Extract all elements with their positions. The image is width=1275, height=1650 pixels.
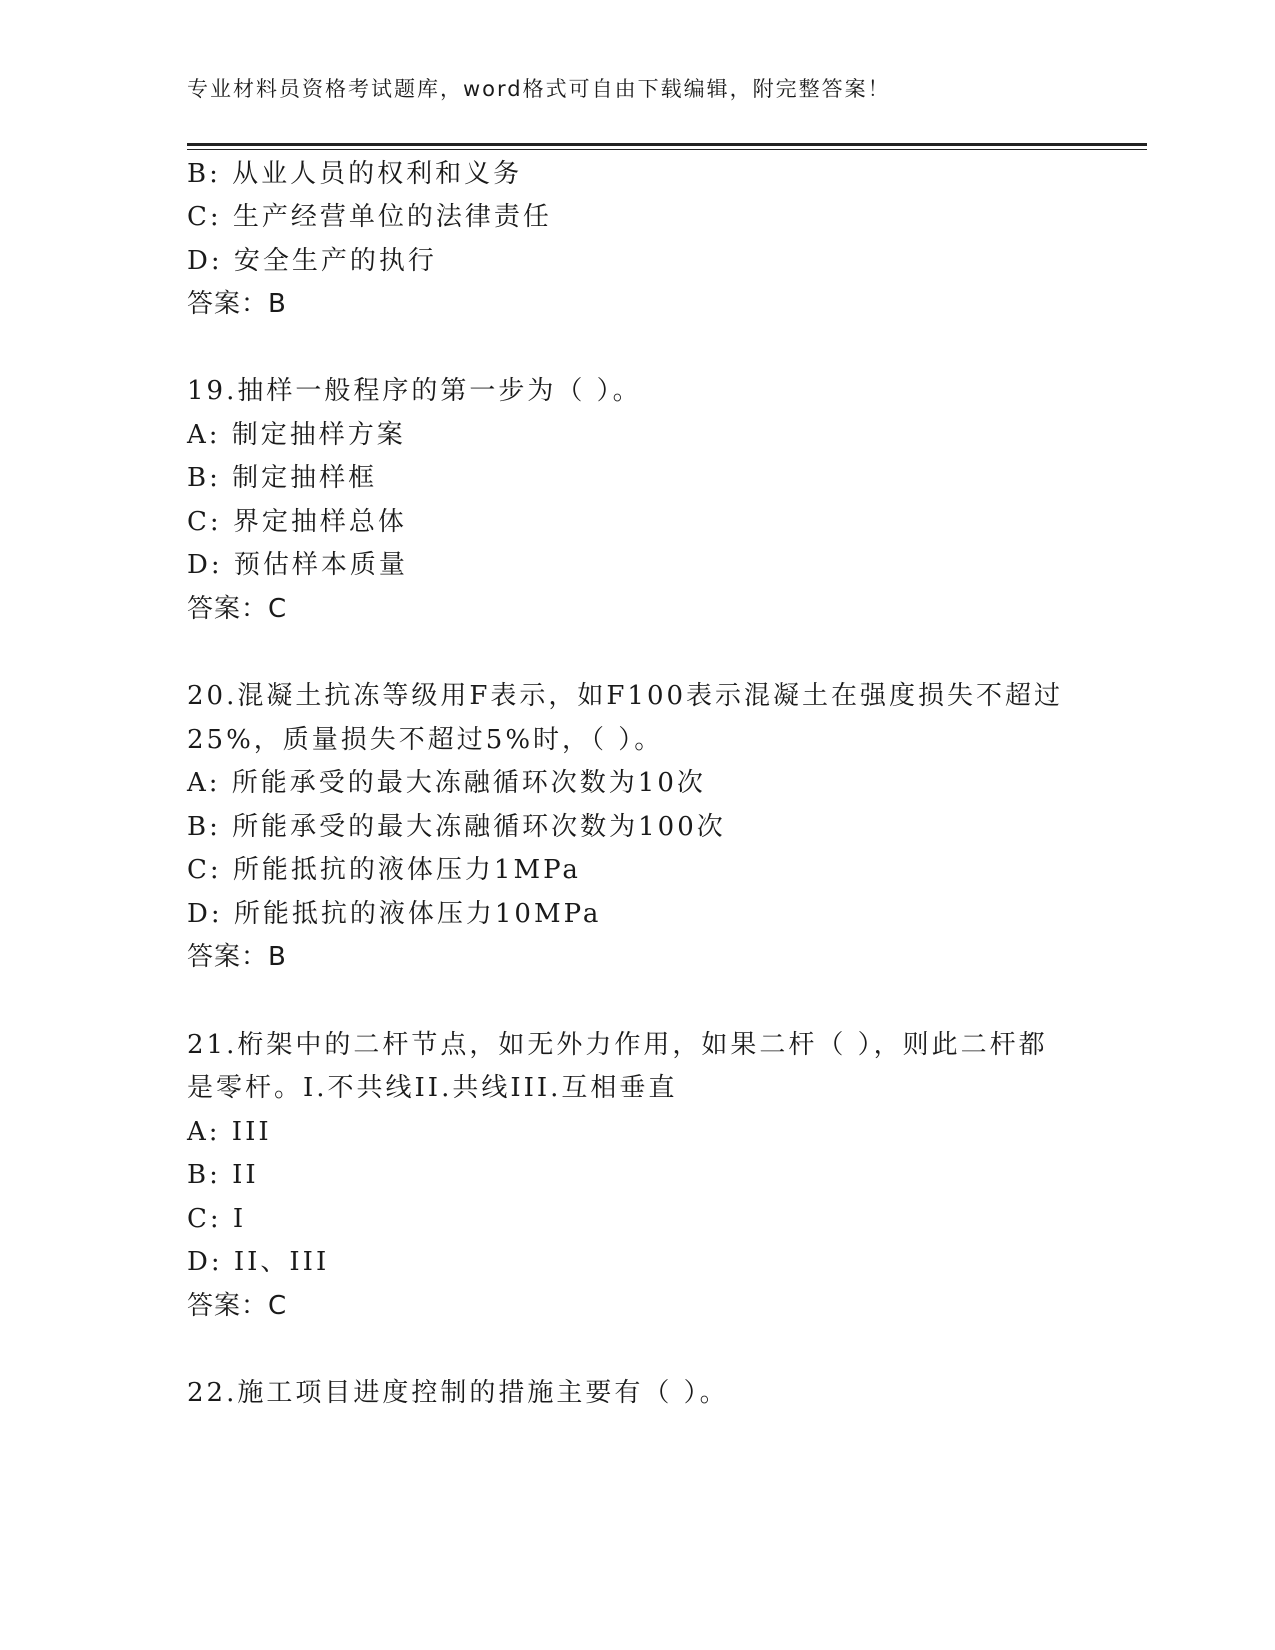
header-divider-thin	[187, 149, 1147, 150]
q21-option-a: A: III	[187, 1117, 272, 1147]
q20-stem-line1: 20.混凝土抗冻等级用F表示，如F100表示混凝土在强度损失不超过	[187, 681, 1064, 711]
q20-option-a: A: 所能承受的最大冻融循环次数为10次	[187, 768, 706, 798]
q19-option-a: A: 制定抽样方案	[187, 420, 406, 450]
q18-option-d: D: 安全生产的执行	[187, 246, 437, 276]
q21-stem-line2: 是零杆。I.不共线II.共线III.互相垂直	[187, 1073, 678, 1103]
q18-option-c: C: 生产经营单位的法律责任	[187, 202, 552, 232]
q19-option-d: D: 预估样本质量	[187, 550, 408, 580]
q21-answer: 答案：C	[187, 1291, 288, 1321]
q19-stem: 19.抽样一般程序的第一步为（ ）。	[187, 376, 642, 406]
q20-option-b: B: 所能承受的最大冻融循环次数为100次	[187, 812, 726, 842]
q20-stem-line2: 25%，质量损失不超过5%时，（ ）。	[187, 725, 664, 755]
q20-option-c: C: 所能抵抗的液体压力1MPa	[187, 855, 581, 885]
q19-answer: 答案：C	[187, 594, 288, 624]
q22-stem: 22.施工项目进度控制的措施主要有（ ）。	[187, 1378, 729, 1408]
q21-option-c: C: I	[187, 1204, 247, 1234]
q20-answer: 答案：B	[187, 942, 287, 972]
q19-option-b: B: 制定抽样框	[187, 463, 378, 493]
q19-option-c: C: 界定抽样总体	[187, 507, 407, 537]
q21-option-b: B: II	[187, 1160, 259, 1190]
q18-answer: 答案：B	[187, 289, 287, 319]
page-header: 专业材料员资格考试题库，word格式可自由下载编辑，附完整答案！	[187, 77, 891, 101]
q20-option-d: D: 所能抵抗的液体压力10MPa	[187, 899, 602, 929]
q18-option-b: B: 从业人员的权利和义务	[187, 159, 523, 189]
q21-option-d: D: II、III	[187, 1247, 330, 1277]
q21-stem-line1: 21.桁架中的二杆节点，如无外力作用，如果二杆（ ），则此二杆都	[187, 1030, 1048, 1060]
header-divider-thick	[187, 143, 1147, 146]
